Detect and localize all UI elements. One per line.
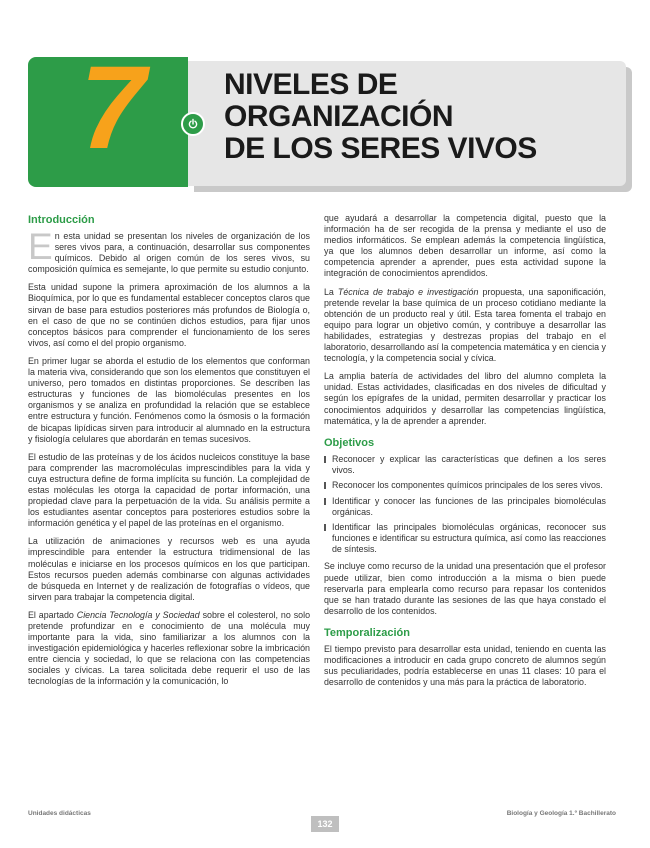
chapter-header [28, 42, 628, 190]
footer-book-section: Unidades didácticas [28, 810, 91, 817]
list-item-text: Identificar y conocer las funciones de las principales biomoléculas orgánicas. [332, 495, 606, 518]
title-line: DE LOS SERES VIVOS [224, 132, 537, 165]
title-line: ORGANIZACIÓN [224, 100, 453, 133]
section-ref: Técnica de trabajo e investigación [337, 286, 479, 297]
power-icon[interactable] [181, 112, 205, 136]
list-item [324, 480, 606, 492]
paragraph: El estudio de las proteínas y de los ácidos nucleicos constituye la base para comprender las macromoléculas imprescindibles para la vida y cuya estructura define de forma implícita su función. La complejidad de estas moléculas les otorga la capacidad de portar información, una propiedad clave para la perpetuación de la vida. Su análisis permite a los estudiantes asentar conceptos para posteriores estudios sobre la información genética y el papel de las proteínas en el organismo. [28, 451, 310, 529]
list-item-text: Reconocer los componentes químicos principales de los seres vivos. [332, 479, 603, 490]
right-column [324, 213, 606, 695]
intro-heading: Introducción [28, 214, 95, 226]
paragraph [324, 287, 606, 365]
paragraph: En primer lugar se aborda el estudio de los elementos que conforman la materia viva, considerando que son los elementos que constituyen el universo, pero tomados en distintas proporciones. Se describen las estructuras y funciones de las biomoléculas presentes en los organismos y se analiza en profundidad la relación que se establece entre estructura y función. Fenómenos como la ósmosis o la formación de bicapas lipídicas sirven para introducir al alumnado en la estructura y fisiología celulares que abordarán en temas sucesivos. [28, 355, 310, 444]
intro-paragraph [28, 226, 310, 275]
chapter-title [224, 69, 537, 165]
timing-heading: Temporalización [324, 626, 410, 639]
bullet-icon [324, 454, 329, 476]
list-item-text: Identificar las principales biomoléculas orgánicas, reconocer sus funciones e identificar su estructura química, así como las reacciones de síntesis. [332, 522, 606, 555]
title-line: NIVELES DE [224, 68, 398, 101]
text-run: El apartado [28, 609, 77, 620]
section-ref: Ciencia Tecnología y Sociedad [76, 609, 200, 620]
paragraph: El tiempo previsto para desarrollar esta unidad, teniendo en cuenta las modificaciones a introducir en cada grupo concreto de alumnos según sus peculiaridades, podría establecerse en unas 11 clases: 10 para el desarrollo de contenidos y una más para la práctica de laboratorio. [324, 643, 606, 688]
drop-cap: E [28, 226, 53, 267]
intro-text: n esta unidad se presentan los niveles de organización de los seres vivos para, a continuación, desarrollar sus componentes químicos. Debido al origen común de los seres vivos, su composición química es semejante, lo que permite su estudio conjunto. [28, 231, 310, 275]
paragraph: La amplia batería de actividades del libro del alumno completa la unidad. Estas actividades, clasificadas en dos niveles de dificultad y según los epígrafes de la unidad, permiten desarrollar y practicar los conocimientos adquiridos y desarrollar las competencias lingüística, matemática, y la de aprender a aprender. [324, 371, 606, 426]
objectives-heading: Objetivos [324, 436, 375, 449]
paragraph: Esta unidad supone la primera aproximación de los alumnos a la Bioquímica, por lo que es fundamental establecer conceptos claros que sirvan de base para estudios posteriores más profundos de Biología o, en el caso de que no se continúen dichos estudios, para fijar unos conceptos básicos para comprender el funcionamiento de los seres vivos, así como el del propio organismo. [28, 282, 310, 348]
text-run: propuesta, una saponificación, pretende revelar la base química de un proceso cotidiano mediante la obtención de un producto real y útil. Esta tarea fomenta el trabajo en equipo para lograr un objetivo común, y contribuye a desarrollar las habilidades, estrategias y destrezas propias del trabajo en el laboratorio, desarrollando así la competencia matemática y en ciencia y tecnología, y la competencia social y cívica. [324, 286, 606, 364]
chapter-number-box [28, 42, 188, 187]
paragraph: que ayudará a desarrollar la competencia digital, puesto que la información ha de ser recogida de la prensa y mediante el uso de medios informáticos. Se emplean además la competencia lingüística, ya que los alumnos deben desarrollar un informe, así como la competencia aprender a aprender, pues esta actividad supone la integración de conocimientos aprendidos. [324, 213, 606, 279]
left-column [28, 213, 310, 695]
text-run: sobre el colesterol, no solo pretende profundizar en e conocimiento de una molécula muy importante para la vida, sino familiarizar a los alumnos con la investigación epidemiológica y hacerles reflexionar sobre la imbricación entre ciencia y sociedad, lo que se relaciona con las competencias sociales y cívicas. La tarea solicitada debe requerir el uso de las tecnologías de la información y la comunicación, lo [28, 609, 310, 687]
paragraph: La utilización de animaciones y recursos web es una ayuda imprescindible para entender la estructura tridimensional de las moléculas e iniciarse en los procesos químicos en los que participan. Estos recursos pueden además combinarse con algunas actividades de búsqueda en Internet y de realización de fotografías o vídeos, que sirven para trabajar la competencia digital. [28, 536, 310, 602]
page-number: 132 [311, 816, 339, 832]
footer-book-title: Biología y Geología 1.º Bachillerato [506, 810, 616, 817]
paragraph: Se incluye como recurso de la unidad una presentación que el profesor puede utilizar, bien como introducción a la misma o bien puede reservarla para emplearla como recurso para repasar los contenidos que se han tratado durante las sesiones de las que haya constado el desarrollo de los contenidos. [324, 561, 606, 616]
bullet-icon [324, 522, 329, 555]
objectives-list [324, 454, 606, 556]
bullet-icon [324, 496, 329, 518]
list-item [324, 496, 606, 518]
list-item-text: Reconocer y explicar las características que definen a los seres vivos. [332, 453, 606, 475]
text-run: La [324, 286, 338, 297]
list-item [324, 454, 606, 476]
bullet-icon [324, 480, 329, 492]
list-item [324, 522, 606, 555]
paragraph [28, 610, 310, 688]
chapter-number: 7 [80, 42, 146, 174]
